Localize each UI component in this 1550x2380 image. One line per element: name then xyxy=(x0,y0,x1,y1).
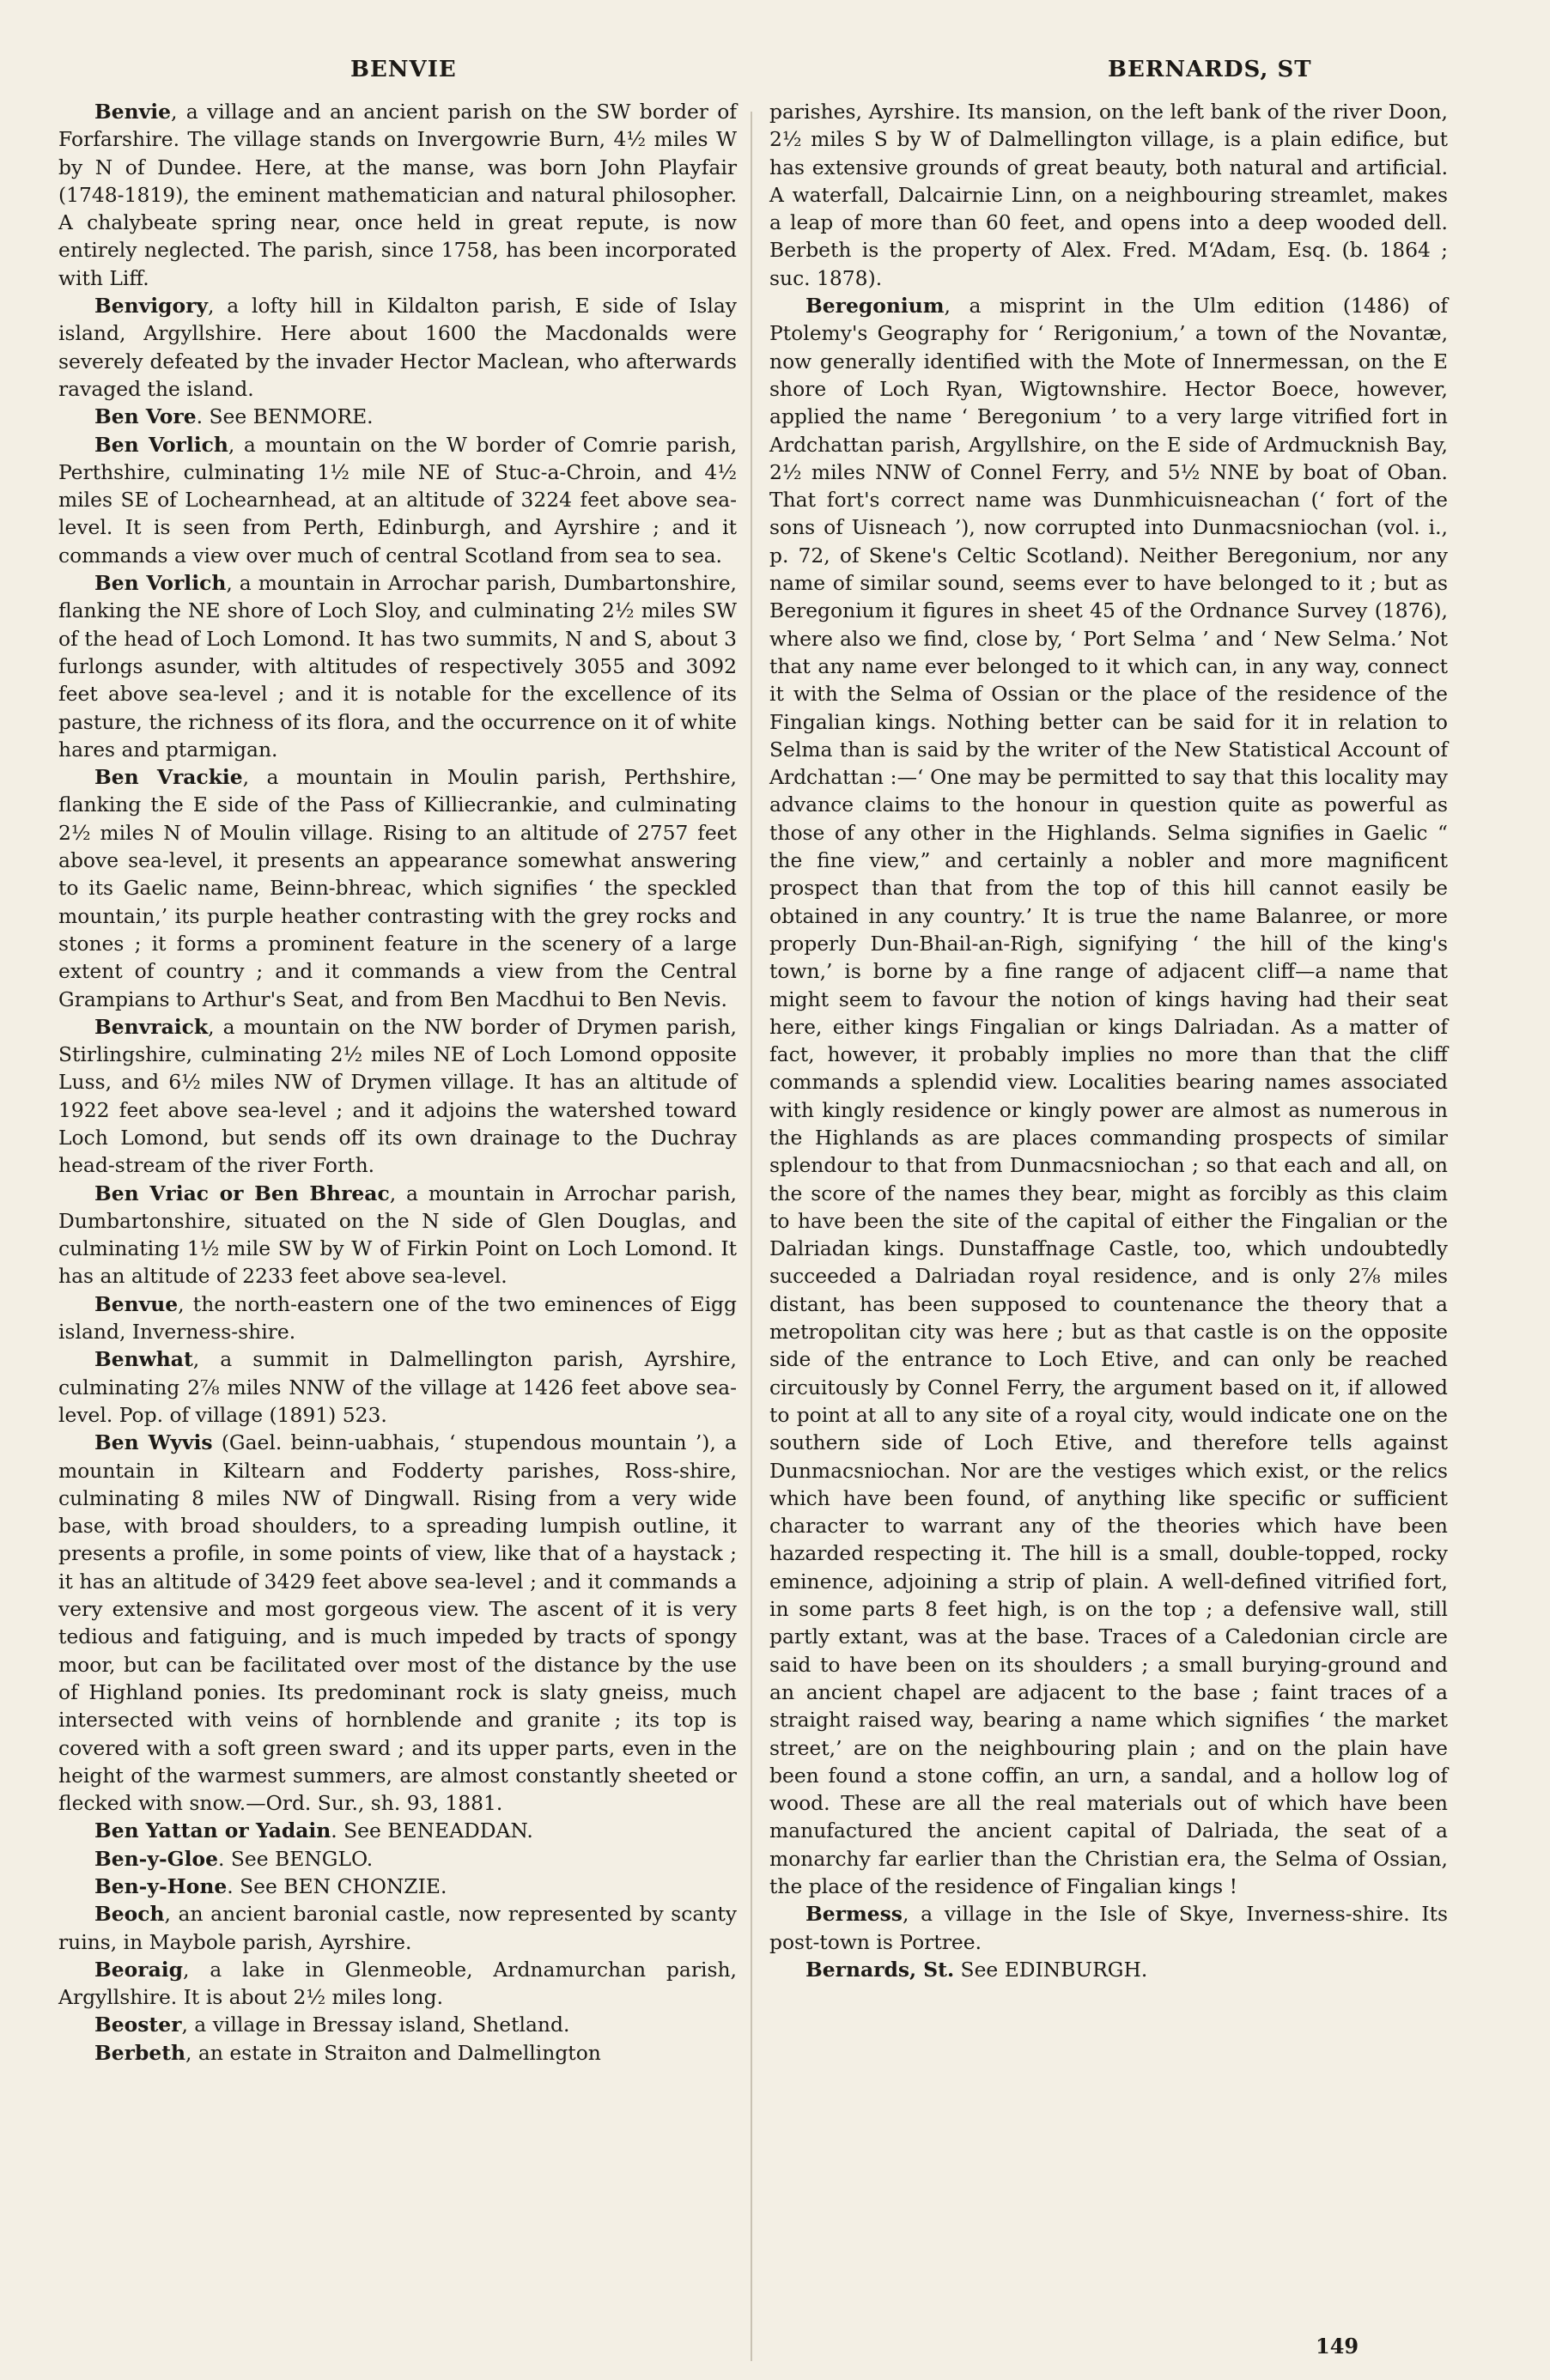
entry-text: , a mountain in Arrochar parish, Dumbartonshire, situated on the N side of Glen Douglas, and culminating 1½ mile SW by W of Firkin Point on Loch Lomond. It has an altitude of 2233 feet above sea-level. xyxy=(58,1181,737,1289)
entry-text: , a mountain on the NW border of Drymen parish, Stirlingshire, culminating 2½ miles NE of Loch Lomond opposite Luss, and 6½ miles NW of Drymen village. It has an altitude of 1922 feet above sea-level ; and it adjoins the watershed toward Loch Lomond, but sends off its own drainage to the Duchray head-stream of the river Forth. xyxy=(58,1014,737,1178)
entry-headword: Ben Vorlich xyxy=(94,432,228,457)
left-column xyxy=(58,98,737,2067)
entry-headword: Beoster xyxy=(94,2013,182,2037)
entry-headword: Ben-y-Hone xyxy=(94,1874,228,1898)
entry-text: See EDINBURGH. xyxy=(954,1957,1148,1982)
gazetteer-entry xyxy=(58,403,737,430)
entry-headword: Benvue xyxy=(94,1291,179,1316)
entry-text: . See BENGLO. xyxy=(218,1846,374,1871)
column-divider xyxy=(751,112,752,2361)
gazetteer-entry xyxy=(58,1180,737,1290)
entry-text: , an ancient baronial castle, now represented by scanty ruins, in Maybole parish, Ayrshire. xyxy=(58,1902,737,1954)
entry-text: , a village in Bressay island, Shetland. xyxy=(181,2013,570,2037)
entry-text: , a lake in Glenmeoble, Ardnamurchan parish, Argyllshire. It is about 2½ miles long. xyxy=(58,1957,737,2010)
entry-text: , the north-eastern one of the two eminences of Eigg island, Inverness-shire. xyxy=(58,1291,737,1345)
entry-headword: Ben Vore xyxy=(94,404,197,429)
entry-headword: Berbeth xyxy=(94,2040,186,2065)
gazetteer-entry xyxy=(769,1900,1448,1956)
entry-headword: Ben Yattan or Yadain xyxy=(94,1818,331,1843)
entry-headword: Benvigory xyxy=(94,294,209,319)
entry-headword: Ben Vriac or Ben Bhreac xyxy=(94,1181,390,1205)
gazetteer-entry xyxy=(58,1873,737,1900)
entry-headword: Beregonium xyxy=(805,294,945,319)
entry-headword: Ben-y-Gloe xyxy=(94,1846,219,1871)
entry-headword: Benvraick xyxy=(94,1014,209,1039)
entry-headword: Bermess xyxy=(805,1902,903,1927)
running-head-left: BENVIE xyxy=(350,57,457,82)
entry-text: , a lofty hill in Kildalton parish, E side of Islay island, Argyllshire. Here about 1600 the Macdonalds were severely defeated by the invader Hector Maclean, who afterwards ravaged the island. xyxy=(58,294,737,401)
gazetteer-entry xyxy=(58,1956,737,2012)
gazetteer-entry xyxy=(58,763,737,1013)
entry-text: . See BEN CHONZIE. xyxy=(227,1874,447,1898)
entry-text: . See BENMORE. xyxy=(196,404,374,429)
entry-text: , a mountain in Arrochar parish, Dumbartonshire, flanking the NE shore of Loch Sloy, and culminating 2½ miles SW of the head of Loch Lomond. It has two summits, N and S, about 3 furlongs asunder, with altitudes of respectively 3055 and 3092 feet above sea-level ; and it is notable for the excellence of its pasture, the richness of its flora, and the occurrence on it of white hares and ptarmigan. xyxy=(58,571,737,762)
gazetteer-entry xyxy=(58,1817,737,1844)
gazetteer-entry xyxy=(769,98,1448,292)
entry-headword: Ben Wyvis xyxy=(94,1430,213,1455)
gazetteer-entry xyxy=(58,1845,737,1873)
entry-text: , a mountain on the W border of Comrie parish, Perthshire, culminating 1½ mile NE of Stuc-a-Chroin, and 4½ miles SE of Lochearnhead, at an altitude of 3224 feet above sea-level. It is seen from Perth, Edinburgh, and Ayrshire ; and it commands a view over much of central Scotland from sea to sea. xyxy=(58,432,738,568)
gazetteer-entry xyxy=(58,2011,737,2038)
entry-headword: Ben Vrackie xyxy=(94,765,243,790)
entry-text: (Gael. beinn-uabhais, ‘ stupendous mountain ’), a mountain in Kiltearn and Fodderty parishes, Ross-shire, culminating 8 miles NW of Dingwall. Rising from a very wide base, with broad shoulders, to a spreading lumpish outline, it presents a profile, in some points of view, like that of a haystack ; it has an altitude of 3429 feet above sea-level ; and it commands a very extensive and most gorgeous view. The ascent of it is very tedious and fatiguing, and is much impeded by tracts of spongy moor, but can be facilitated over most of the distance by the use of Highland ponies. Its predominant rock is slaty gneiss, much intersected with veins of hornblende and granite ; its top is covered with a soft green sward ; and its upper parts, even in the height of the warmest summers, are almost constantly sheeted or flecked with snow.—Ord. Sur., sh. 93, 1881. xyxy=(58,1430,737,1816)
gazetteer-entry xyxy=(58,1900,737,1956)
entry-text: parishes, Ayrshire. Its mansion, on the left bank of the river Doon, 2½ miles S by W of Dalmellington village, is a plain edifice, but has extensive grounds of great beauty, both natural and artificial. A waterfall, Dalcairnie Linn, on a neighbouring streamlet, makes a leap of more than 60 feet, and opens into a deep wooded dell. Berbeth is the property of Alex. Fred. M‘Adam, Esq. (b. 1864 ; suc. 1878). xyxy=(769,100,1448,290)
entry-text: , a mountain in Moulin parish, Perthshire, flanking the E side of the Pass of Killiecrankie, and culminating 2½ miles N of Moulin village. Rising to an altitude of 2757 feet above sea-level, it presents an appearance somewhat answering to its Gaelic name, Beinn-bhreac, which signifies ‘ the speckled mountain,’ its purple heather contrasting with the grey rocks and stones ; it forms a prominent feature in the scenery of a large extent of country ; and it commands a view from the Central Grampians to Arthur's Seat, and from Ben Macdhui to Ben Nevis. xyxy=(58,765,737,1011)
entry-headword: Beoraig xyxy=(94,1957,183,1982)
gazetteer-entry xyxy=(58,431,737,569)
gazetteer-entry xyxy=(58,569,737,763)
gazetteer-entry xyxy=(58,1290,737,1346)
running-head-right: BERNARDS, ST xyxy=(1108,57,1312,82)
entry-text: , a summit in Dalmellington parish, Ayrshire, culminating 2⅞ miles NNW of the village at 1426 feet above sea-level. Pop. of village (1891) 523. xyxy=(58,1347,737,1427)
entry-headword: Ben Vorlich xyxy=(94,571,227,596)
gazetteer-entry xyxy=(58,1345,737,1429)
gazetteer-entry xyxy=(58,292,737,403)
entry-text: , a village and an ancient parish on the SW border of Forfarshire. The village stands on Invergowrie Burn, 4½ miles W by N of Dundee. Here, at the manse, was born John Playfair (1748-1819), the eminent mathematician and natural philosopher. A chalybeate spring near, once held in great repute, is now entirely neglected. The parish, since 1758, has been incorporated with Liff. xyxy=(58,100,737,290)
entry-headword: Bernards, St. xyxy=(805,1957,955,1982)
gazetteer-entry xyxy=(58,1429,737,1817)
gazetteer-entry xyxy=(769,292,1448,1900)
entry-text: , a misprint in the Ulm edition (1486) of Ptolemy's Geography for ‘ Rerigonium,’ a town of the Novantæ, now generally identified with the Mote of Innermessan, on the E shore of Loch Ryan, Wigtownshire. Hector Boece, however, applied the name ‘ Beregonium ’ to a very large vitrified fort in Ardchattan parish, Argyllshire, on the E side of Ardmucknish Bay, 2½ miles NNW of Connel Ferry, and 5½ NNE by boat of Oban. That fort's correct name was Dunmhicuisneachan (‘ fort of the sons of Uisneach ’), now corrupted into Dunmacsniochan (vol. i., p. 72, of Skene's Celtic Scotland). Neither Beregonium, nor any name of similar sound, seems ever to have belonged to it ; but as Beregonium it figures in sheet 45 of the Ordnance Survey (1876), where also we find, close by, ‘ Port Selma ’ and ‘ New Selma.’ Not that any name ever belonged to it which can, in any way, connect it with the Selma of Ossian or the place of the residence of the Fingalian kings. Nothing better can be said for it in relation to Selma than is said by the writer of the New Statistical Account of Ardchattan :—‘ One may be permitted to say that this locality may advance claims to the honour in question quite as powerful as those of any other in the Highlands. Selma signifies in Gaelic “ the fine view,” and certainly a nobler and more magnificent prospect than that from the top of this hill cannot easily be obtained in any country.’ It is true the name Balanree, or more properly Dun-Bhail-an-Righ, signifying ‘ the hill of the king's town,’ is borne by a fine range of adjacent cliff—a name that might seem to favour the notion of kings having had their seat here, either kings Fingalian or kings Dalriadan. As a matter of fact, however, it probably implies no more than that the cliff commands a splendid view. Localities bearing names associated with kingly residence or kingly power are almost as numerous in the Highlands as are places commanding prospects of similar splendour to that from Dunmacsniochan ; so that each and all, on the score of the names they bear, might as forcibly as this claim to have been the site of the capital of either the Fingalian or the Dalriadan kings. Dunstaffnage Castle, too, which undoubtedly succeeded a Dalriadan royal residence, and is only 2⅞ miles distant, has been supposed to countenance the theory that a metropolitan city was here ; but as that castle is on the opposite side of the entrance to Loch Etive, and can only be reached circuitously by Connel Ferry, the argument based on it, if allowed to point at all to any site of a royal city, would indicate one on the southern side of Loch Etive, and therefore tells against Dunmacsniochan. Nor are the vestiges which exist, or the relics which have been found, of anything like specific or sufficient character to warrant any of the theories which have been hazarded respecting it. The hill is a small, double-topped, rocky eminence, adjoining a strip of plain. A well-defined vitrified fort, in some parts 8 feet high, is on the top ; a defensive wall, still partly extant, was at the base. Traces of a Caledonian circle are said to have been on its shoulders ; a small burying-ground and an ancient chapel are adjacent to the base ; faint traces of a straight raised way, bearing a name which signifies ‘ the market street,’ are on the neighbouring plain ; and on the plain have been found a stone coffin, an urn, a sandal, and a hollow log of wood. These are all the real materials out of which have been manufactured the ancient capital of Dalriada, the seat of a monarchy far earlier than the Christian era, the Selma of Ossian, the place of the residence of Fingalian kings ! xyxy=(769,294,1448,1898)
gazetteer-entry xyxy=(769,1956,1448,1983)
entry-text: . See BENEADDAN. xyxy=(331,1818,533,1843)
page-number: 149 xyxy=(1316,2334,1359,2359)
right-column xyxy=(769,98,1448,1983)
entry-headword: Benvie xyxy=(94,100,172,124)
entry-text: , an estate in Straiton and Dalmellington xyxy=(185,2040,601,2065)
entry-headword: Beoch xyxy=(94,1902,165,1927)
entry-text: , a village in the Isle of Skye, Inverness-shire. Its post-town is Portree. xyxy=(769,1902,1448,1954)
gazetteer-entry xyxy=(58,1013,737,1180)
gazetteer-entry xyxy=(58,2039,737,2067)
entry-headword: Benwhat xyxy=(94,1347,193,1372)
gazetteer-entry xyxy=(58,98,737,292)
